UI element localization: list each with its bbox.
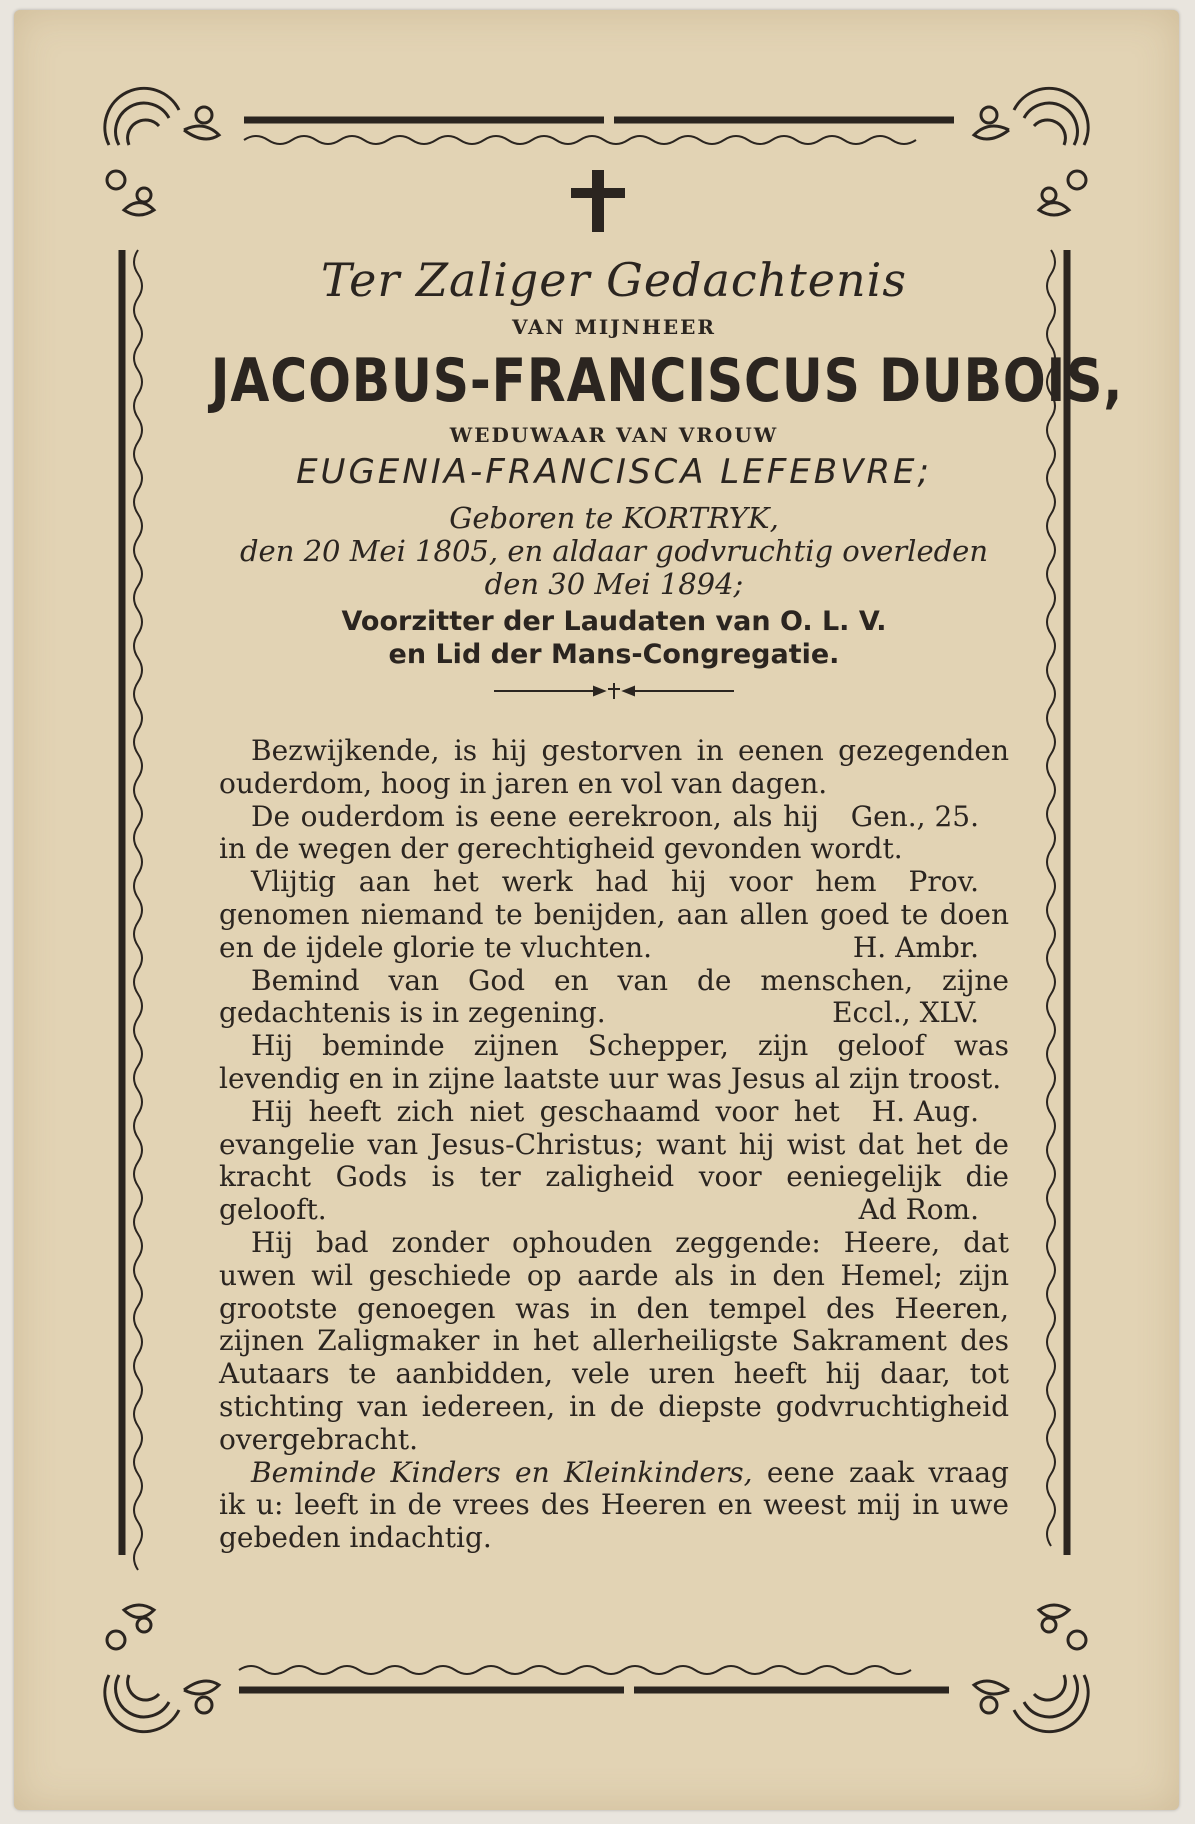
card-header — [210, 250, 1124, 713]
role-line-2: en Lid der Mans-Congregatie. — [388, 639, 840, 670]
dates-line-1: den 20 Mei 1805, en aldaar godvruchtig overleden — [239, 534, 989, 568]
paragraph-text: Vlijtig aan het werk had hij voor hem genomen niemand te benijden, aan allen goed te doen en de ijdele glorie te vluchten. — [219, 865, 1009, 964]
memorial-card — [14, 10, 1179, 1810]
corner-ornament-top-right-icon — [974, 88, 1088, 215]
paragraph-text: Hij bad zonder ophouden zeggende: Heere, dat uwen wil geschiede op aarde als in den Hemel; zijn grootste genoegen was in den tempel des Heeren, zijnen Zaligmaker in het allerheiligste Sakrament des Autaars te aanbidden, vele uren heeft hij daar, tot stichting van iedereen, in de diepste godvruchtigheid overgebracht. — [219, 1225, 1009, 1456]
dates-line-2: den 30 Mei 1894; — [484, 567, 744, 601]
role-line-1: Voorzitter der Laudaten van O. L. V. — [341, 606, 887, 637]
divider-ornament-icon — [494, 683, 734, 699]
widower-label: WEDUWAAR VAN VROUW — [449, 423, 779, 447]
page-title: Ter Zaliger Gedachtenis — [321, 253, 907, 307]
closing-text: eene zaak vraag ik u: leeft in de vrees des Heeren en weest mij in uwe gebeden indachtig. — [219, 1455, 1009, 1555]
closing-italic: Beminde Kinders en Kleinkinders, — [251, 1455, 753, 1489]
van-mijnheer-label: VAN MIJNHEER — [512, 315, 716, 339]
paragraph-text: Bezwijkende, is hij gestorven in eenen gezegenden ouderdom, hoog in jaren en vol van dagen. — [219, 734, 1009, 800]
corner-ornament-bottom-right-icon — [974, 1605, 1088, 1732]
wife-name: EUGENIA-FRANCISCA LEFEBVRE; — [296, 452, 932, 492]
born-place: Geboren te KORTRYK, — [449, 501, 779, 535]
paragraph-4 — [219, 965, 1009, 1031]
corner-ornament-bottom-left-icon — [105, 1605, 219, 1732]
paragraph-text: Hij beminde zijnen Schepper, zijn geloof was levendig en in zijne laatste uur was Jesus al zijn troost. — [219, 1029, 1009, 1095]
paragraph-source: Gen., 25. — [850, 799, 979, 833]
paragraph-source: H. Aug. — [871, 1094, 979, 1128]
corner-ornament-top-left-icon — [105, 88, 219, 215]
paragraph-5 — [219, 1029, 1009, 1128]
paragraph-text: Bemind van God en van de menschen, zijne gedachtenis is in zegening. — [219, 963, 1009, 1030]
paragraph-text: De ouderdom is eene eerekroon, als hij in de wegen der gerechtigheid gevonden wordt. — [219, 799, 903, 866]
paragraph-text: Hij heeft zich niet geschaamd voor het evangelie van Jesus-Christus; want hij wist dat het de kracht Gods is ter zaligheid voor eeniegelijk die gelooft. — [219, 1094, 1009, 1227]
paragraph-source: Ad Rom. — [858, 1193, 979, 1227]
cross-icon — [571, 170, 625, 232]
paragraph-source: Eccl., XLV. — [832, 996, 979, 1030]
paragraph-source: Prov. — [908, 865, 979, 899]
paragraph-7 — [219, 1227, 1009, 1457]
deceased-name: JACOBUS-FRANCISCUS DUBOIS, — [210, 346, 1124, 416]
paragraph-source: H. Ambr. — [852, 930, 979, 964]
body-text — [219, 735, 1009, 1555]
closing-paragraph — [219, 1457, 1009, 1555]
